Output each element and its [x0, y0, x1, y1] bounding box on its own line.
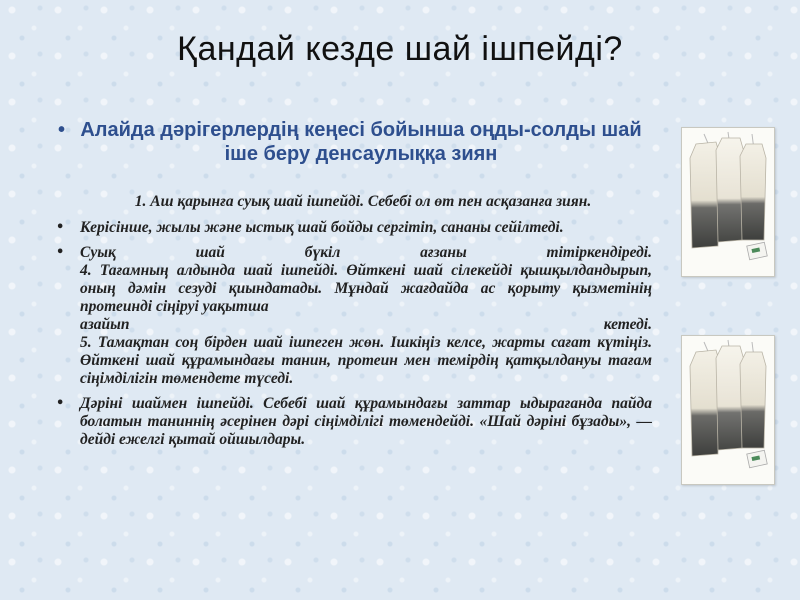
bullet-dot: •	[56, 396, 65, 411]
bullet-item-2	[56, 244, 652, 388]
tea-bag-icon	[682, 128, 774, 276]
bullet-3-text: Дәріні шаймен ішпейді. Себебі шай құрамындағы заттар ыдырағанда пайда болатын таниннің әсерінен дәрі сіңімділігі төмендейді. «Шай дәріні бұзады», — дейді ежелгі қытай ойшылдары.	[80, 395, 652, 448]
content-body	[56, 193, 652, 456]
lead-bullet-text	[58, 118, 656, 166]
tea-bags-photo-bottom	[681, 335, 775, 485]
bullet-1-text: Керісінше, жылы және ыстық шай бойды сергітіп, сананы сейілтеді.	[80, 219, 564, 236]
bullet-dot: •	[56, 220, 65, 235]
bullet-2-item-4: 4. Тағамның алдында шай ішпейді. Өйткені шай сілекейді қышқылдандырып, оның дәмін сезуді қиындатады. Мұндай жағдайда ас қорыту қызметінің протеинді сіңіруі уақытша	[80, 262, 652, 315]
lead-text: Алайда дәрігерлердің кеңесі бойынша оңды-солды шай іше беру денсаулыққа зиян	[80, 119, 642, 165]
item-4-end-left: азайып	[80, 316, 130, 333]
item-4-end-right: кетеді.	[603, 316, 652, 333]
item-1: 1. Аш қарынға суық шай ішпейді. Себебі ол өт пен асқазанға зиян.	[134, 193, 592, 210]
bullet-2-item-4-end	[80, 316, 652, 334]
lead-bullet-marker: •	[58, 119, 66, 141]
bullet-2-item-5: 5. Тамақтан соң бірден шай ішпеген жөн. Ішкіңіз келсе, жарты сағат күтіңіз. Өйткені шай құрамындағы танин, протеин мен темірдің қатқылдануы тағам сіңімділігін төмендете түседі.	[80, 334, 652, 387]
tea-bag-icon	[682, 336, 774, 484]
bullet-dot: •	[56, 245, 65, 260]
bullet-2-first-line: Суық шай бүкіл ағзаны тітіркендіреді.	[80, 244, 652, 261]
bullet-item-3	[56, 395, 652, 449]
bullet-item-1	[56, 219, 652, 237]
tea-bags-photo-top	[681, 127, 775, 277]
slide-title: Қандай кезде шай ішпейді?	[177, 30, 623, 68]
